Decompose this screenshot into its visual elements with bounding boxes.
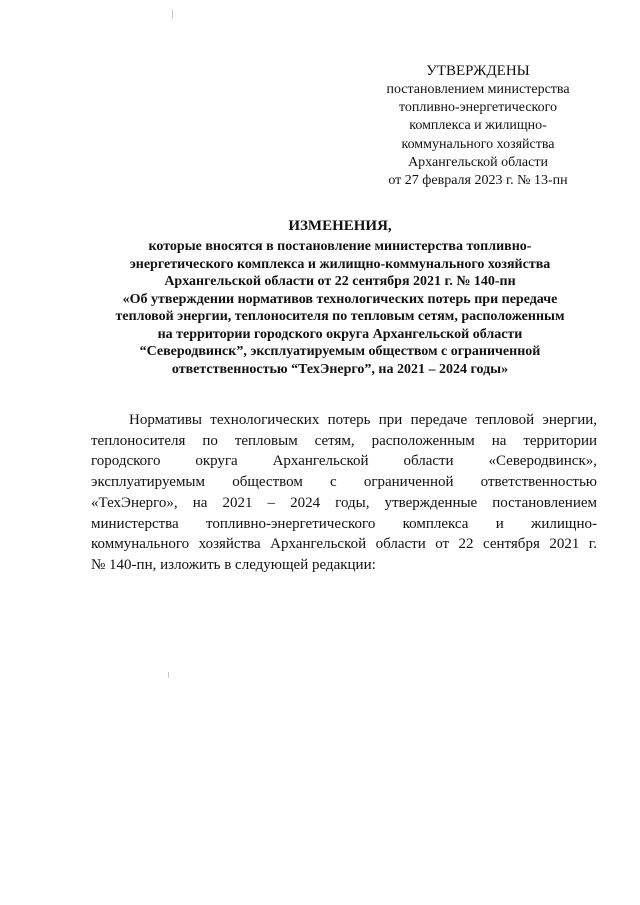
approval-stamp-title: УТВЕРЖДЕНЫ bbox=[426, 63, 530, 79]
body-line: эксплуатируемым обществом с ограниченной ответственностью bbox=[91, 474, 597, 491]
approval-stamp-line: Архангельской области bbox=[408, 154, 548, 170]
heading-line: “Северодвинск”, эксплуатируемым обществом с ограниченной bbox=[139, 344, 541, 359]
approval-stamp-line: комплекса и жилищно- bbox=[409, 118, 547, 134]
body-line: № 140-пн, изложить в следующей редакции: bbox=[91, 556, 376, 573]
heading-line: «Об утверждении нормативов технологических потерь при передаче bbox=[122, 291, 558, 307]
body-line: «ТехЭнерго», на 2021 – 2024 годы, утвержденные постановлением bbox=[91, 494, 597, 511]
document-heading bbox=[80, 217, 600, 378]
body-line: теплоносителя по тепловым сетям, расположенным на территории bbox=[91, 432, 597, 449]
approval-stamp-line: коммунального хозяйства bbox=[401, 136, 555, 152]
heading-title: ИЗМЕНЕНИЯ, bbox=[288, 218, 392, 234]
body-paragraph bbox=[91, 410, 597, 576]
approval-stamp-line: топливно-энергетического bbox=[398, 100, 558, 116]
heading-line: тепловой энергии, теплоносителя по тепловым сетям, расположенным bbox=[115, 309, 565, 324]
body-line: коммунального хозяйства Архангельской области от 22 сентября 2021 г. bbox=[91, 536, 597, 553]
body-line: городского округа Архангельской области «Северодвинск», bbox=[91, 453, 597, 470]
approval-stamp bbox=[330, 62, 626, 190]
heading-line: Архангельской области от 22 сентября 2021 г. № 140-пн bbox=[164, 274, 516, 289]
heading-line: которые вносятся в постановление министерства топливно- bbox=[148, 239, 532, 254]
scan-mark-top bbox=[172, 10, 173, 18]
body-line: министерства топливно-энергетического комплекса и жилищно- bbox=[91, 515, 597, 532]
heading-line: ответственностью “ТехЭнерго”, на 2021 – 2024 годы» bbox=[171, 361, 509, 377]
approval-stamp-line: от 27 февраля 2023 г. № 13-пн bbox=[388, 173, 568, 189]
approval-stamp-line: постановлением министерства bbox=[386, 82, 570, 97]
heading-line: энергетического комплекса и жилищно-коммунального хозяйства bbox=[129, 256, 551, 272]
scan-mark-bottom bbox=[168, 672, 169, 678]
heading-line: на территории городского округа Архангельской области bbox=[157, 326, 523, 342]
body-line: Нормативы технологических потерь при передаче тепловой энергии, bbox=[129, 412, 597, 428]
